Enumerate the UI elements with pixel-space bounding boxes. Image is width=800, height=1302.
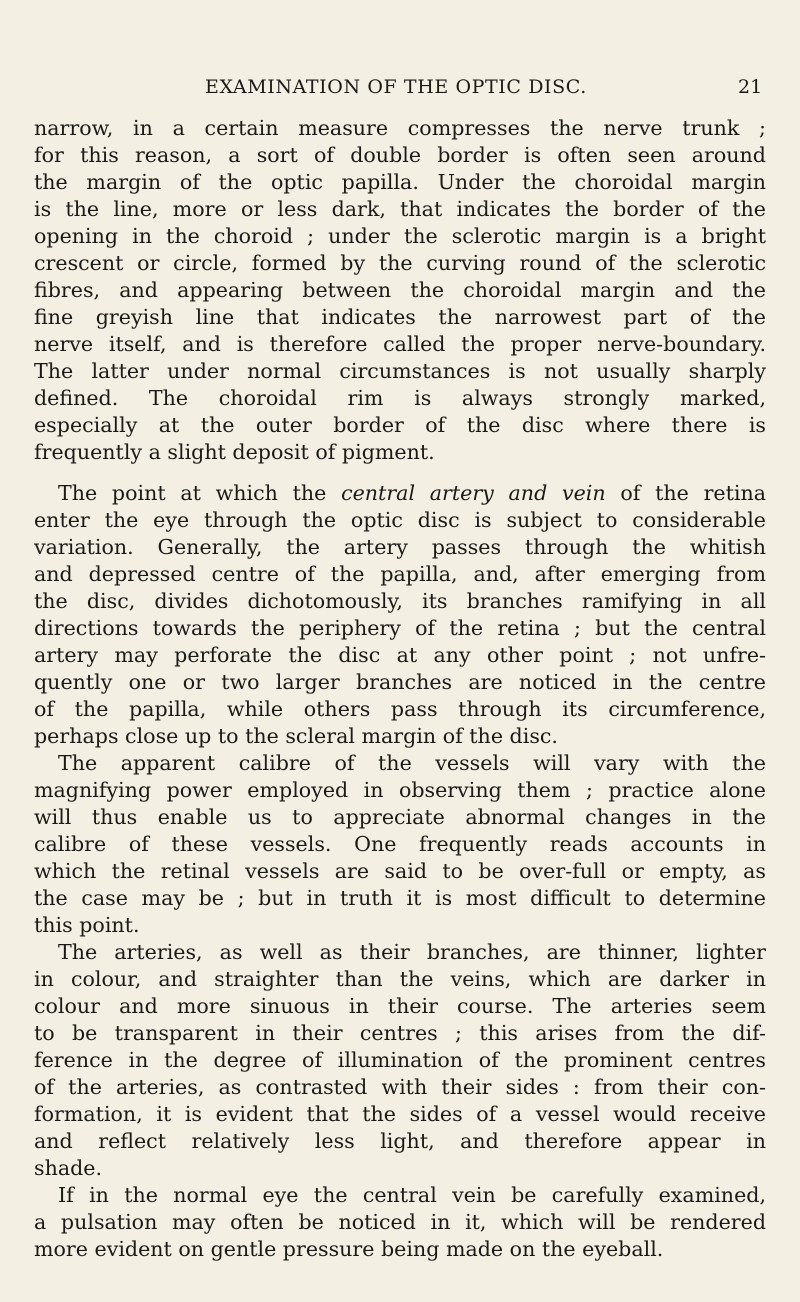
text-line: for this reason, a sort of double border is often seen around <box>34 143 766 167</box>
text-line: If in the normal eye the central vein be carefully examined, <box>58 1183 766 1207</box>
text-line: this point. <box>34 913 140 937</box>
text-line: and reflect relatively less light, and therefore appear in <box>34 1129 766 1153</box>
text-line: of the papilla, while others pass through its circumference, <box>34 697 766 721</box>
text-line: especially at the outer border of the disc where there is <box>34 413 766 437</box>
text-line: colour and more sinuous in their course. The arteries seem <box>34 994 766 1018</box>
text-line: frequently a slight deposit of pigment. <box>34 440 435 464</box>
text-line: The apparent calibre of the vessels will vary with the <box>58 751 766 775</box>
text-line: more evident on gentle pressure being made on the eyeball. <box>34 1237 664 1261</box>
text-line: nerve itself, and is therefore called the proper nerve-boundary. <box>34 332 766 356</box>
text-line: shade. <box>34 1156 103 1180</box>
text-line: is the line, more or less dark, that indicates the border of the <box>34 197 766 221</box>
text-line: the case may be ; but in truth it is most difficult to determine <box>34 886 766 910</box>
text-line: the disc, divides dichotomously, its branches ramifying in all <box>34 589 766 613</box>
text-line: defined. The choroidal rim is always strongly marked, <box>34 386 766 410</box>
text-line: calibre of these vessels. One frequently reads accounts in <box>34 832 766 856</box>
text-line-with-italic <box>58 480 766 507</box>
text-line: which the retinal vessels are said to be over-full or empty, as <box>34 859 766 883</box>
text-line: quently one or two larger branches are noticed in the centre <box>34 670 766 694</box>
italic-term: central artery and vein <box>341 481 606 505</box>
text-line: enter the eye through the optic disc is subject to considerable <box>34 508 766 532</box>
text-line: fibres, and appearing between the choroidal margin and the <box>34 278 766 302</box>
text-line: fine greyish line that indicates the narrowest part of the <box>34 305 766 329</box>
text-line: The arteries, as well as their branches, are thinner, lighter <box>58 940 766 964</box>
text-line: of the arteries, as contrasted with their sides : from their con- <box>34 1075 766 1099</box>
text-line: The latter under normal circumstances is not usually sharply <box>34 359 766 383</box>
text-run: The point at which the <box>58 481 327 505</box>
text-line: the margin of the optic papilla. Under the choroidal margin <box>34 170 766 194</box>
text-line: to be transparent in their centres ; this arises from the dif- <box>34 1021 766 1045</box>
text-line: formation, it is evident that the sides of a vessel would receive <box>34 1102 766 1126</box>
text-line: crescent or circle, formed by the curving round of the sclerotic <box>34 251 766 275</box>
page-number: 21 <box>738 76 763 98</box>
text-line: narrow, in a certain measure compresses the nerve trunk ; <box>34 116 766 140</box>
text-line: magnifying power employed in observing them ; practice alone <box>34 778 766 802</box>
text-line: in colour, and straighter than the veins, which are darker in <box>34 967 766 991</box>
text-line: will thus enable us to appreciate abnormal changes in the <box>34 805 766 829</box>
text-line: a pulsation may often be noticed in it, which will be rendered <box>34 1210 766 1234</box>
text-line: perhaps close up to the scleral margin of the disc. <box>34 724 558 748</box>
running-title: EXAMINATION OF THE OPTIC DISC. <box>205 76 587 98</box>
text-run: of the retina <box>620 481 766 505</box>
text-line: ference in the degree of illumination of the prominent centres <box>34 1048 766 1072</box>
text-line: artery may perforate the disc at any other point ; not unfre- <box>34 643 766 667</box>
text-line: variation. Generally, the artery passes through the whitish <box>34 535 766 559</box>
text-line: and depressed centre of the papilla, and, after emerging from <box>34 562 766 586</box>
page-header <box>0 76 800 104</box>
text-line: opening in the choroid ; under the sclerotic margin is a bright <box>34 224 766 248</box>
text-line: directions towards the periphery of the retina ; but the central <box>34 616 766 640</box>
